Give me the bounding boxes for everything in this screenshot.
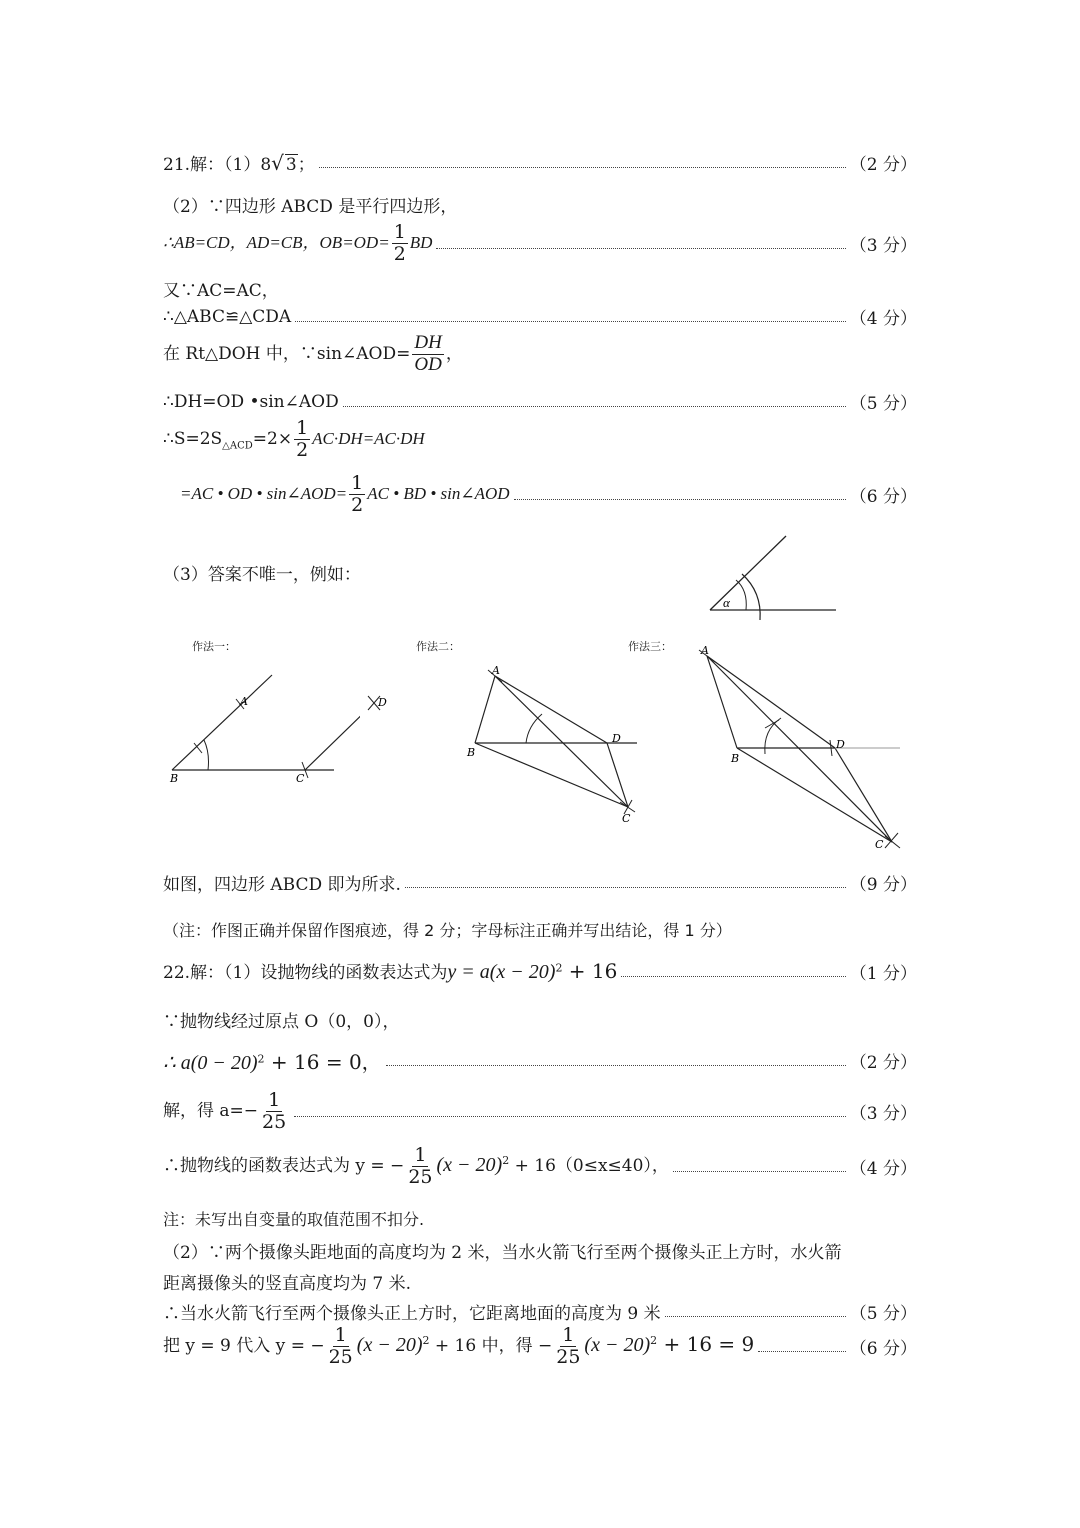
fraction	[406, 1145, 434, 1188]
q21-l3-text: ∴AB=CD，AD=CB，OB=OD=	[163, 232, 390, 252]
q21-l7-text: ∴DH=OD •sin∠AOD	[163, 391, 339, 412]
score-label: （6 分）	[849, 1338, 917, 1359]
q22-note: 注：未写出自变量的取值范围不扣分.	[163, 1210, 425, 1229]
q22-line-1	[163, 958, 917, 984]
q21-line-6	[163, 333, 463, 376]
angle-ray-oblique	[710, 536, 786, 610]
segment-ac	[707, 656, 892, 842]
point-d-label: D	[378, 696, 387, 709]
arc-mark	[204, 740, 209, 770]
method-1-figure-d	[330, 690, 390, 730]
q22-line-4	[163, 1090, 917, 1133]
method-3-label: 作法三：	[628, 640, 672, 653]
q21-l3-post: BD	[409, 232, 433, 252]
fraction	[554, 1325, 582, 1368]
q21-line-10: （3）答案不唯一，例如：	[163, 565, 361, 585]
frac-den: OD	[414, 353, 442, 375]
q22-l1-expr: y = a(x − 20)	[447, 961, 556, 983]
q21-l8-post: AC·DH=AC·DH	[312, 428, 425, 448]
method-1-figure	[160, 665, 360, 795]
score-label: （6 分）	[849, 486, 917, 507]
dot-leader	[621, 976, 845, 977]
q22-line-5	[163, 1145, 917, 1188]
frac-num: 1	[393, 221, 406, 243]
q22-l1-tail: + 16	[562, 959, 618, 983]
q21-line-1: 21.解：（1）8√ 3； （2 分）	[163, 151, 917, 175]
q21-line-8	[163, 418, 425, 461]
score-label: （5 分）	[849, 1304, 917, 1324]
q21-line-4: 又∵AC=AC，	[163, 281, 279, 301]
angle-alpha-figure	[700, 530, 845, 625]
fraction	[349, 473, 365, 516]
score-label: （9 分）	[849, 875, 917, 895]
score-label: （2 分）	[849, 155, 917, 175]
segment-ac	[495, 676, 628, 807]
segment-dc	[835, 748, 892, 842]
point-c-label: C	[622, 812, 631, 825]
point-c-label: C	[875, 838, 884, 851]
frac-num: 1	[562, 1324, 575, 1346]
q21-l5-text: ∴△ABC≌△CDA	[163, 306, 292, 327]
point-a-label: A	[701, 644, 709, 657]
score-label: （4 分）	[849, 1158, 917, 1179]
dot-leader	[319, 167, 846, 168]
score-label: （3 分）	[849, 1103, 917, 1124]
q21-line-11	[163, 870, 917, 895]
frac-num: 1	[414, 1144, 427, 1166]
score-label: （4 分）	[849, 309, 917, 329]
q22-l8-text: ∴当水火箭飞行至两个摄像头正上方时，它距离地面的高度为 9 米	[163, 1304, 661, 1324]
frac-den: 25	[556, 1345, 581, 1368]
dot-leader	[514, 499, 846, 500]
method-2-label: 作法二：	[416, 640, 460, 653]
segment-ba	[172, 675, 272, 770]
dot-leader	[386, 1065, 846, 1066]
method-3-figure	[695, 640, 910, 855]
score-label: （1 分）	[849, 963, 917, 984]
q22-l1-exp: 2	[555, 961, 563, 975]
dot-leader	[665, 1316, 846, 1317]
fraction	[327, 1325, 355, 1368]
frac-den: 25	[408, 1165, 433, 1188]
q22-l9-exp1: 2	[422, 1334, 430, 1348]
dot-leader	[343, 406, 846, 407]
q22-l9-e: + 16 = 9	[657, 1331, 755, 1356]
q21-l6-text: 在 Rt△DOH 中，∵sin∠AOD=	[163, 343, 411, 364]
q22-l3-exp: 2	[257, 1052, 265, 1066]
fraction	[260, 1090, 288, 1133]
score-label: （5 分）	[849, 394, 917, 414]
dot-leader	[405, 887, 846, 888]
q21-line-3	[163, 222, 917, 265]
q22-l9-b: (x − 20)	[356, 1333, 423, 1356]
q22-line-6: （2）∵两个摄像头距地面的高度均为 2 米，当水火箭飞行至两个摄像头正上方时，水火箭	[163, 1243, 842, 1263]
q21-l1-sqrt: 3	[285, 155, 297, 175]
segment-bc	[737, 748, 892, 842]
q21-l8-text: ∴S=2S	[163, 428, 223, 449]
dot-leader	[295, 321, 846, 322]
q22-l9-c: + 16 中，得 −	[429, 1335, 553, 1356]
q22-l3-expr: ∴ a(0 − 20)	[163, 1052, 258, 1074]
q22-l5-exp: 2	[502, 1154, 510, 1168]
arc-mark	[885, 833, 898, 848]
dot-leader	[436, 248, 845, 249]
frac-num: 1	[351, 472, 364, 494]
q21-l1-text: 21.解：（1）8	[163, 155, 272, 175]
point-d-label: D	[612, 732, 621, 745]
dot-leader	[294, 1116, 846, 1117]
q21-l1-semi: ；	[297, 155, 315, 175]
segment-ad	[707, 656, 835, 748]
arc-mark	[526, 714, 542, 743]
q22-l5-expr: (x − 20)	[436, 1153, 503, 1176]
q22-line-2: ∵抛物线经过原点 O（0，0），	[163, 1012, 400, 1032]
q21-line-5	[163, 304, 917, 329]
arc-mark	[885, 836, 900, 848]
frac-num: 1	[296, 417, 309, 439]
q21-l9-text: =AC • OD • sin∠AOD=	[180, 483, 348, 503]
q22-l5-text: ∴抛物线的函数表达式为 y = −	[163, 1155, 405, 1176]
q22-line-8	[163, 1299, 917, 1324]
method-2-figure	[462, 660, 642, 825]
angle-alpha-label: α	[723, 595, 730, 610]
q21-note: （注：作图正确并保留作图痕迹，得 2 分；字母标注正确并写出结论，得 1 分）	[163, 921, 732, 940]
frac-den: 2	[351, 493, 364, 516]
q21-line-9	[180, 473, 917, 516]
q21-line-2: （2）∵四边形 ABCD 是平行四边形，	[163, 197, 458, 217]
dot-leader	[758, 1351, 846, 1352]
dot-leader	[673, 1171, 846, 1172]
frac-num: 1	[268, 1089, 281, 1111]
segment-ad	[495, 676, 607, 743]
score-label: （3 分）	[849, 235, 917, 256]
q21-l8-mid: =2×	[252, 428, 293, 449]
q21-l6-post: ，	[445, 343, 463, 364]
q22-l4-text: 解，得 a=−	[163, 1100, 259, 1121]
point-d-label: D	[836, 738, 845, 751]
q22-line-7: 距离摄像头的竖直高度均为 7 米.	[163, 1274, 412, 1294]
segment-ab	[475, 676, 495, 743]
q22-l3-tail: + 16 = 0，	[264, 1050, 382, 1074]
q22-l9-a: 把 y = 9 代入 y = −	[163, 1335, 325, 1356]
fraction	[294, 418, 310, 461]
score-label: （2 分）	[849, 1053, 917, 1073]
point-b-label: B	[731, 752, 740, 765]
frac-num: 1	[334, 1324, 347, 1346]
method-1-label: 作法一：	[192, 640, 236, 653]
frac-num: DH	[414, 332, 442, 353]
arc-mark	[742, 574, 760, 620]
q21-line-7	[163, 389, 917, 414]
fraction	[412, 333, 443, 376]
frac-den: 2	[393, 242, 406, 265]
point-b-label: B	[467, 746, 476, 759]
frac-den: 25	[262, 1110, 287, 1133]
segment-ab	[707, 656, 737, 748]
arc-mark	[736, 580, 746, 610]
frac-den: 2	[296, 438, 309, 461]
point-c-label: C	[296, 772, 305, 785]
fraction	[392, 222, 408, 265]
q22-line-9	[163, 1325, 917, 1368]
q22-l9-exp2: 2	[650, 1334, 658, 1348]
q21-l9-post: AC • BD • sin∠AOD	[367, 483, 510, 503]
q22-l5-tail: + 16（0≤x≤40），	[509, 1155, 669, 1176]
point-a-label: A	[240, 695, 248, 708]
point-a-label: A	[492, 664, 500, 677]
q22-l9-d: (x − 20)	[584, 1333, 651, 1356]
q21-l11-text: 如图，四边形 ABCD 即为所求.	[163, 875, 401, 895]
q21-l8-sub: △ACD	[222, 440, 253, 452]
frac-den: 25	[328, 1345, 353, 1368]
q22-line-3	[163, 1046, 917, 1075]
point-b-label: B	[170, 772, 179, 785]
segment-bc	[475, 743, 628, 807]
q22-l1-text: 22.解：（1）设抛物线的函数表达式为	[163, 963, 448, 983]
